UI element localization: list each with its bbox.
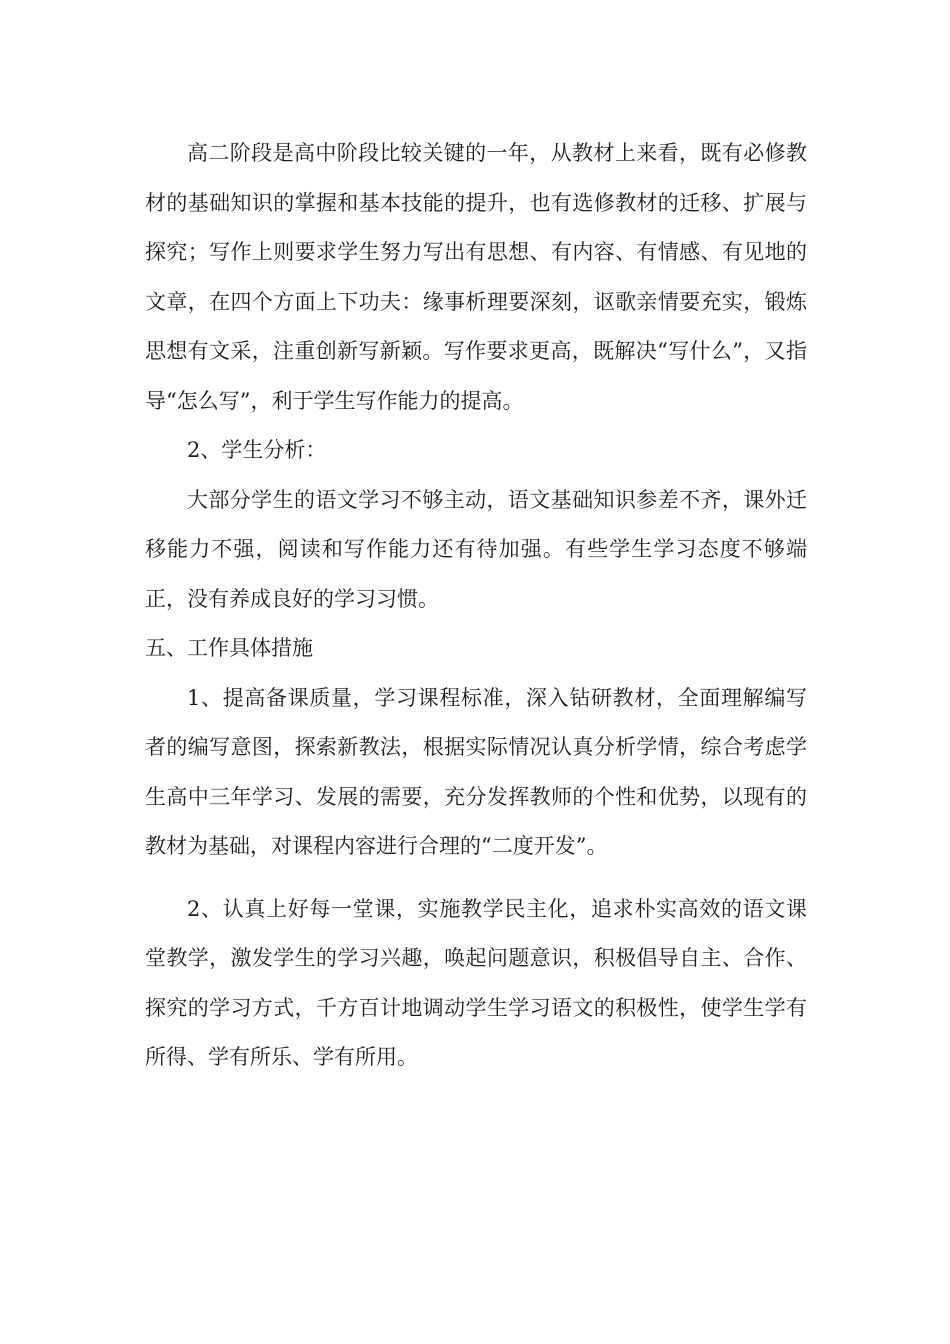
section-heading-work-measures: 五、工作具体措施 — [145, 636, 313, 660]
document-body — [145, 129, 807, 1083]
paragraph-measure-one: 1、提高备课质量，学习课程标准，深入钻研教材，全面理解编写者的编写意图，探索新教法，根据实际情况认真分析学情，综合考虑学生高中三年学习、发展的需要，充分发挥教师的个性和优势，以现有的教材为基础，对课程内容进行合理的“二度开发”。 — [145, 685, 807, 858]
paragraph-student-analysis: 大部分学生的语文学习不够主动，语文基础知识参差不齐，课外迁移能力不强，阅读和写作能力还有待加强。有些学生学习态度不够端正，没有养成良好的学习习惯。 — [145, 487, 807, 611]
paragraph-measure-two: 2、认真上好每一堂课，实施教学民主化，追求朴实高效的语文课堂教学，激发学生的学习兴趣，唤起问题意识，积极倡导自主、合作、探究的学习方式，千方百计地调动学生学习语文的积极性，使学生学有所得、学有所乐、学有所用。 — [145, 896, 807, 1069]
subheading-student-analysis: 2、学生分析： — [187, 438, 327, 462]
paragraph-grade-two-overview: 高二阶段是高中阶段比较关键的一年，从教材上来看，既有必修教材的基础知识的掌握和基本技能的提升，也有选修教材的迁移、扩展与探究；写作上则要求学生努力写出有思想、有内容、有情感、有见地的文章，在四个方面上下功夫：缘事析理要深刻，讴歌亲情要充实，锻炼思想有文采，注重创新写新颖。写作要求更高，既解决“写什么”，又指导“怎么写”，利于学生写作能力的提高。 — [145, 141, 807, 413]
